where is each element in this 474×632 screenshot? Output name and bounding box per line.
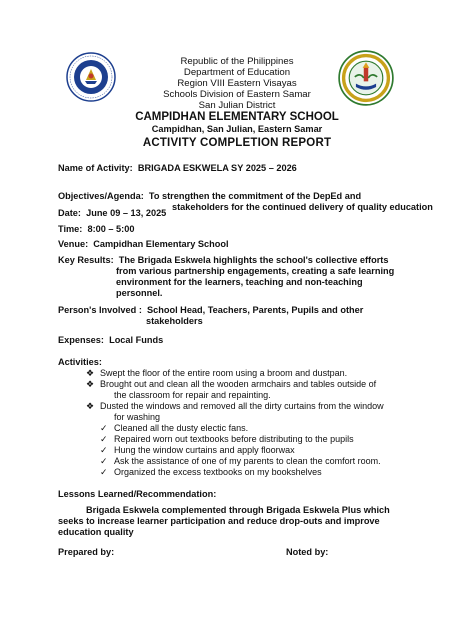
check-bullet-icon: ✓: [100, 456, 108, 466]
activity-name-value: BRIGADA ESKWELA SY 2025 – 2026: [137, 163, 297, 173]
prepared-by-label: Prepared by:: [58, 547, 115, 557]
activity-item: ❖ Dusted the windows and removed all the dirty curtains from the window: [86, 401, 384, 411]
check-bullet-icon: ✓: [100, 434, 108, 444]
activity-item-continuation: for washing: [114, 412, 161, 422]
activity-item: ❖ Swept the floor of the entire room using a broom and dustpan.: [86, 368, 348, 378]
time-value: 8:00 – 5:00: [87, 224, 135, 234]
expenses-value: Local Funds: [109, 335, 164, 345]
sub-activity-item: ✓ Organized the excess textbooks on my bookshelves: [100, 467, 322, 477]
key-results-label: Key Results:: [58, 255, 114, 265]
sub-activity-item: ✓ Repaired worn out textbooks before distributing to the pupils: [100, 434, 354, 444]
key-results-line-2: from various partnership engagements, creating a safe learning: [116, 266, 395, 276]
objectives-row: [58, 191, 361, 203]
sub-activity-item: ✓ Cleaned all the dusty electic fans.: [100, 423, 249, 433]
diamond-bullet-icon: ❖: [86, 368, 95, 378]
lessons-line-3: education quality: [58, 527, 134, 537]
letterhead: [110, 56, 364, 135]
activity-name-row: [58, 163, 297, 175]
deped-seal-logo: [66, 52, 116, 102]
activity-name-label: Name of Activity:: [58, 163, 133, 173]
time-row: [58, 224, 134, 236]
region-line: Region VIII Eastern Visayas: [177, 78, 297, 89]
diamond-bullet-icon: ❖: [86, 379, 95, 389]
noted-by-label: Noted by:: [286, 547, 329, 557]
school-address: Campidhan, San Julian, Eastern Samar: [151, 124, 323, 134]
diamond-bullet-icon: ❖: [86, 401, 95, 411]
objectives-line-1: To strengthen the commitment of the DepEd and: [148, 191, 362, 201]
date-row-main: [58, 208, 166, 220]
persons-row: [58, 305, 363, 317]
sub-activity-item: ✓ Hung the window curtains and apply floorwax: [100, 445, 295, 455]
key-results-line-1: The Brigada Eskwela highlights the school's collective efforts: [118, 255, 389, 265]
objectives-label: Objectives/Agenda:: [58, 191, 144, 201]
persons-line-1: School Head, Teachers, Parents, Pupils and other: [147, 305, 364, 315]
date-value: June 09 – 13, 2025: [86, 208, 167, 218]
activity-item-continuation: the classroom for repair and repainting.: [114, 390, 271, 400]
venue-row: [58, 239, 229, 251]
check-bullet-icon: ✓: [100, 423, 108, 433]
time-label: Time:: [58, 224, 83, 234]
check-bullet-icon: ✓: [100, 445, 108, 455]
sub-activity-item: ✓ Ask the assistance of one of my parents to clean the comfort room.: [100, 456, 381, 466]
persons-label: Person's Involved :: [58, 305, 142, 315]
key-results-line-3: environment for the learners, teaching and non-teaching: [116, 277, 363, 287]
republic-line: Republic of the Philippines: [180, 56, 294, 67]
date-label: Date:: [58, 208, 81, 218]
persons-line-2: stakeholders: [146, 316, 203, 326]
lessons-label: Lessons Learned/Recommendation:: [58, 489, 217, 499]
district-line: San Julian District: [198, 100, 276, 111]
objectives-line-2: stakeholders for the continued delivery of quality education: [172, 202, 433, 212]
activity-item: ❖ Brought out and clean all the wooden armchairs and tables outside of: [86, 379, 377, 389]
department-line: Department of Education: [183, 67, 291, 78]
key-results-line-4: personnel.: [116, 288, 163, 298]
venue-value: Campidhan Elementary School: [93, 239, 229, 249]
school-name: CAMPIDHAN ELEMENTARY SCHOOL: [135, 111, 339, 123]
venue-label: Venue:: [58, 239, 89, 249]
report-title: ACTIVITY COMPLETION REPORT: [142, 137, 332, 149]
lessons-line-1: Brigada Eskwela complemented through Brigada Eskwela Plus which: [86, 505, 390, 515]
expenses-label: Expenses:: [58, 335, 104, 345]
division-line: Schools Division of Eastern Samar: [163, 89, 311, 100]
key-results-row: [58, 255, 388, 267]
activities-label: Activities:: [58, 357, 102, 367]
expenses-row: [58, 335, 163, 347]
check-bullet-icon: ✓: [100, 467, 108, 477]
lessons-line-2: seeks to increase learner participation and reduce drop-outs and improve: [58, 516, 380, 526]
